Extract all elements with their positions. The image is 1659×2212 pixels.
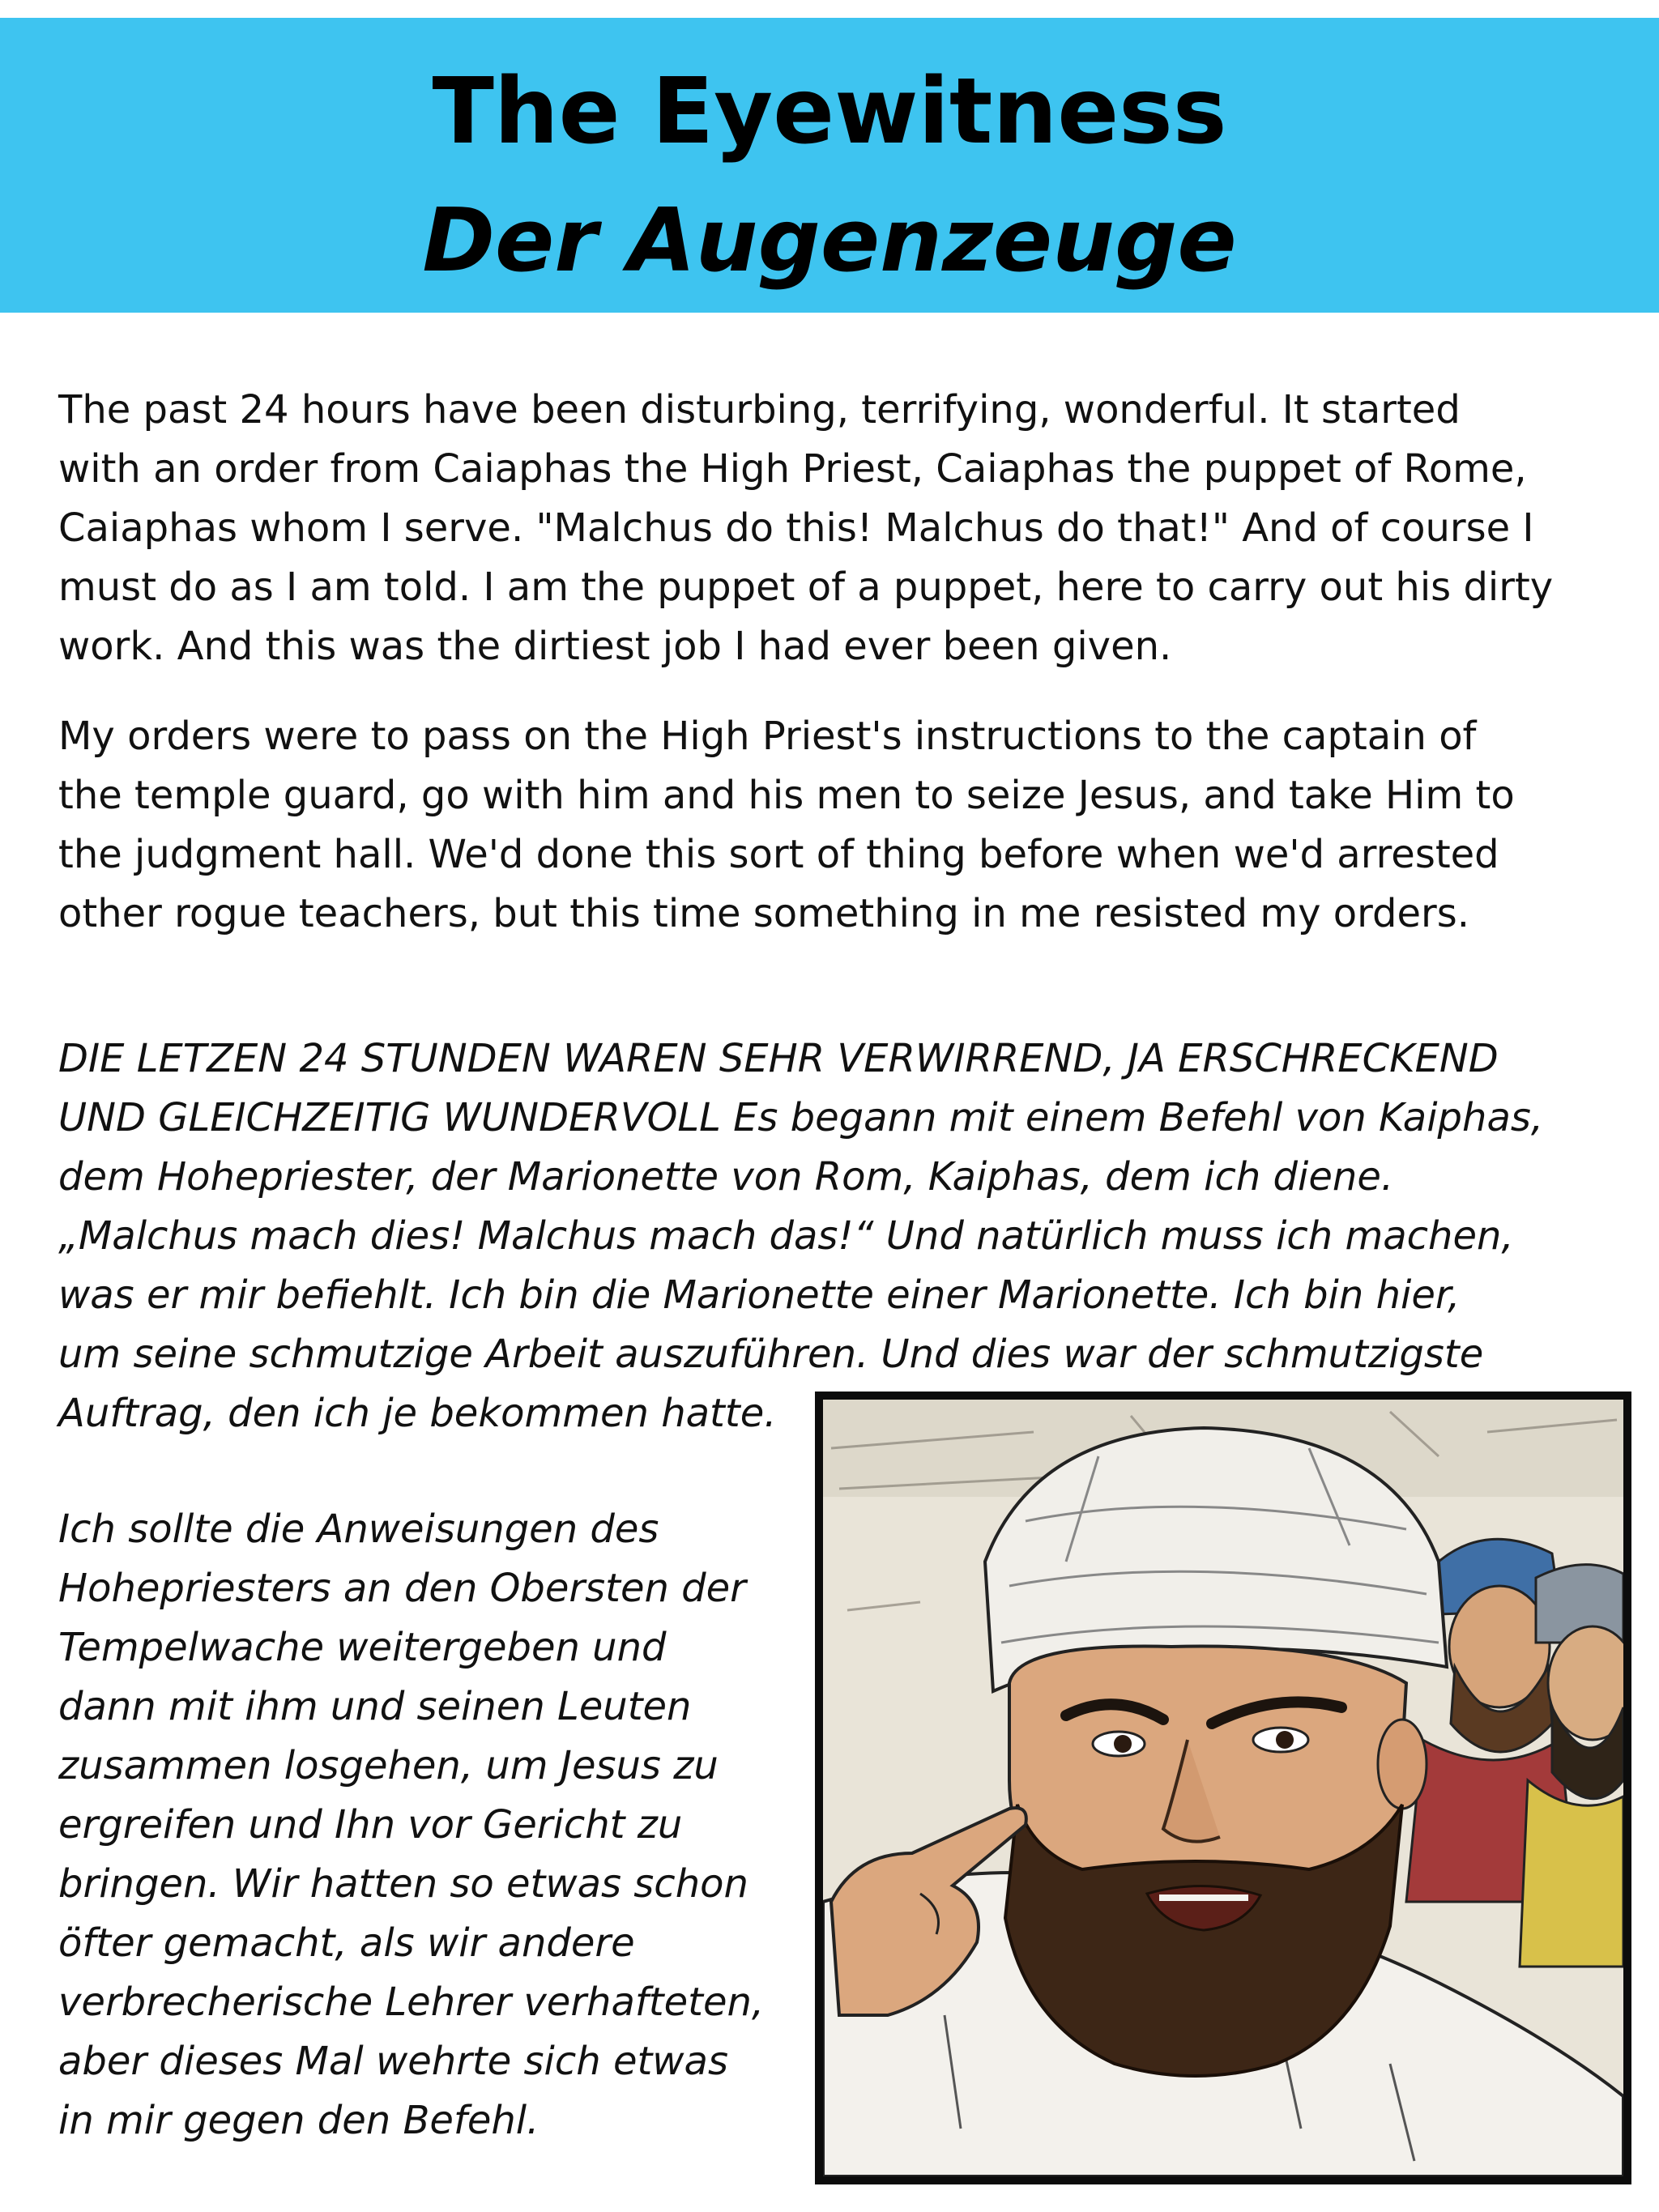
text-line: Caiaphas whom I serve. "Malchus do this! Malchus do that!" And of course I	[58, 505, 1534, 551]
text-line: was er mir befiehlt. Ich bin die Marionette einer Marionette. Ich bin hier,	[58, 1272, 1461, 1318]
text-line: dann mit ihm und seinen Leuten	[58, 1684, 692, 1729]
paragraph-en-1	[58, 381, 1553, 676]
text-line: Tempelwache weitergeben und	[58, 1625, 667, 1670]
text-line: in mir gegen den Befehl.	[58, 2098, 539, 2143]
text-line: other rogue teachers, but this time something in me resisted my orders.	[58, 891, 1470, 936]
text-line: öfter gemacht, als wir andere	[58, 1920, 635, 1966]
text-line: dem Hohepriester, der Marionette von Rom, Kaiphas, dem ich diene.	[58, 1154, 1394, 1200]
text-line: the judgment hall. We'd done this sort of thing before when we'd arrested	[58, 832, 1499, 877]
text-line: verbrecherische Lehrer verhafteten,	[58, 1980, 765, 2025]
text-line: zusammen losgehen, um Jesus zu	[58, 1743, 719, 1788]
text-line: Ich sollte die Anweisungen des	[58, 1507, 659, 1552]
text-line: ergreifen und Ihn vor Gericht zu	[58, 1802, 683, 1848]
text-line: Auftrag, den ich je bekommen hatte.	[58, 1391, 777, 1436]
text-line: with an order from Caiaphas the High Priest, Caiaphas the puppet of Rome,	[58, 446, 1527, 492]
text-line: My orders were to pass on the High Priest's instructions to the captain of	[58, 714, 1477, 759]
text-line: aber dieses Mal wehrte sich etwas	[58, 2039, 728, 2084]
text-line: „Malchus mach dies! Malchus mach das!“ Und natürlich muss ich machen,	[58, 1213, 1514, 1259]
paragraph-de-1	[58, 1029, 1543, 1443]
text-line: UND GLEICHZEITIG WUNDERVOLL Es begann mit einem Befehl von Kaiphas,	[58, 1095, 1544, 1140]
bearded-man-illustration	[823, 1400, 1623, 2176]
text-line: Hohepriesters an den Obersten der	[58, 1566, 746, 1611]
text-line: work. And this was the dirtiest job I had ever been given.	[58, 624, 1172, 669]
text-line: must do as I am told. I am the puppet of a puppet, here to carry out his dirty	[58, 565, 1554, 610]
page-title: The Eyewitness	[432, 59, 1227, 164]
paragraph-en-2	[58, 707, 1515, 944]
text-line: bringen. Wir hatten so etwas schon	[58, 1861, 748, 1907]
paragraph-de-2	[58, 1500, 764, 2150]
page-subtitle: Der Augenzeuge	[422, 190, 1237, 292]
text-line: DIE LETZEN 24 STUNDEN WAREN SEHR VERWIRREND, JA ERSCHRECKEND	[58, 1036, 1499, 1081]
text-line: The past 24 hours have been disturbing, terrifying, wonderful. It started	[58, 387, 1461, 433]
text-line: um seine schmutzige Arbeit auszuführen. Und dies war der schmutzigste	[58, 1332, 1484, 1377]
illustration-frame	[815, 1392, 1631, 2184]
text-line: the temple guard, go with him and his men to seize Jesus, and take Him to	[58, 773, 1515, 818]
